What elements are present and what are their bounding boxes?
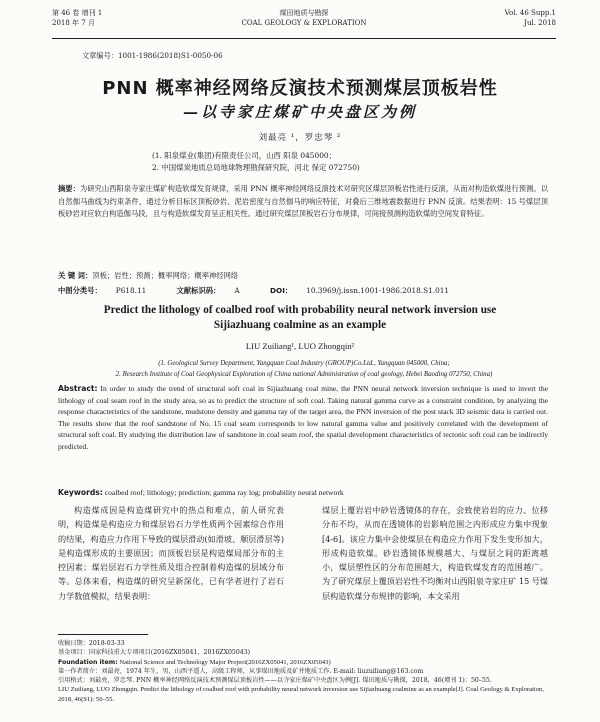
date-zh: 2018 年 7 月 — [52, 19, 95, 27]
volume-zh: 第 46 卷 增刊 1 — [52, 9, 103, 17]
body-column-left: 构造煤成因是构造煤研究中的热点和难点，前人研究表明，构造煤是构造应力和煤层岩石力学性质两个因素综合作用的结果，构造应力作用下导致的煤层滑动(如滑坡、顺层滑层等)是构造煤形成的主要原因；而顶板岩层是构造煤局部分布的主控因素；煤岩层岩石力学性质及组合控制着构造煤的层域分布等。总体来看，构造煤的研究呈新深化，已有学者进行了岩石力学数值模拟，结果表明： — [58, 505, 284, 601]
fund-en-label: Foundation item: — [58, 658, 118, 666]
clc-code: P618.11 — [115, 286, 147, 295]
subtitle-zh: —以寺家庄煤矿中央盘区为例 — [182, 103, 417, 121]
abstract-zh-label: 摘要： — [58, 184, 80, 193]
article-number: 文章编号：1001-1986(2018)S1-0050-06 — [82, 51, 223, 60]
journal-name-zh: 煤田地质与勘探 — [279, 9, 329, 17]
doc-label: 文献标识码： — [176, 286, 221, 295]
keywords-en — [58, 487, 548, 500]
keywords-zh — [58, 270, 548, 283]
header-right — [505, 8, 556, 28]
authors-zh: 刘最亮 ¹，罗忠琴 ² — [258, 133, 342, 143]
title-en-line-2: Sijiazhuang coalmine as an example — [213, 319, 387, 331]
footnote-received: 收稿日期：2018-03-33 — [58, 640, 125, 647]
keywords-zh-text: 顶板；岩性；预测；概率网络；概率神经网络 — [92, 271, 239, 280]
footnote-cite-en: LIU Zuiliang, LUO Zhongqin. Predict the lithology of coalbed roof with probability neural network inversion use Sijiazhuang coalmine as an example[J]. Coal Geology & Exploration, 2018, 46(S1): 50–55. — [58, 686, 544, 703]
doi-label: DOI： — [269, 286, 293, 295]
affiliation-en-2: 2. Research Institute of Coal Geophysical Exploration of China national Administration of coal geology, Hebei Baoding 072750, China) — [115, 371, 493, 378]
journal-name-en: COAL GEOLOGY & EXPLORATION — [241, 19, 367, 27]
running-header — [52, 8, 556, 38]
doc-code: A — [234, 286, 240, 295]
footnote-author-bio: 第一作者简介：刘最亮，1974 年生，男，山西平遥人，高级工程师，从事煤田地质及矿井地质工作. E-mail: liuzuiliang@163.com — [58, 667, 424, 675]
fund-en-text: National Science and Technology Major Project(2016ZX05041, 2016ZX05043) — [119, 658, 331, 666]
title-en — [40, 303, 560, 333]
affiliation-en-1: (1. Geological Survey Department, Yangquan Coal Industry (GROUP)Co.Ltd., Yangquan 045000, China; — [158, 360, 450, 367]
doi-link[interactable]: 10.3969/j.issn.1001-1986.2018.S1.011 — [306, 286, 449, 295]
header-rule — [52, 38, 556, 39]
footnotes — [58, 639, 556, 704]
date-en: Jul. 2018 — [524, 19, 556, 27]
header-center — [52, 8, 556, 28]
footnote-fund-zh: 基金项目：国家科技重大专项项目(2016ZX05041，2016ZX05043) — [58, 649, 251, 657]
keywords-en-label: Keywords: — [58, 488, 103, 497]
affiliations-en — [60, 358, 548, 380]
doi-group — [270, 286, 463, 295]
abstract-en-text: In order to study the trend of structural soft coal in Sijiazhuang coal mine, the PNN neural network inversion technique is used to invert the lithology of coal seam roof in the study area, so as to predict the structure of soft coal. Taking natural gamma curve as a constraint condition, by analyzing the response characteristics of the sandstone, mudstone density and gamma ray of the target area, the PNN inversion of the post stack 3D seismic data is carried out. The results show that the roof sandstone of No. 15 coal seam corresponds to low natural gamma value and positively correlated with the development of structural soft coal. By studying the distribution law of sandstone in coal seam roof, the spatial development characteristics of tectonic soft coal can be indirectly predicted. — [58, 384, 548, 451]
abstract-zh-text: 为研究山西阳泉寺家庄煤矿构造软煤发育规律，采用 PNN 概率神经网络反演技术对研究区煤层顶板岩性进行反演，从而对构造软煤进行预测。以自然伽马曲线为约束条件，通过分析目标区顶板砂岩、泥岩密度与自然伽马的响应特征，对叠后三维地震数据进行 PNN 反演。结果表明：15 号煤层顶板砂岩对应软白构造伽马段，且与构造软煤发育呈正相关性。通过研究煤层顶板岩石分布规律，可间接预测构造软煤的空间发育特征。 — [58, 184, 548, 218]
clc-label: 中图分类号： — [58, 286, 102, 295]
footnote-fund-en — [58, 658, 556, 667]
authors-en: LIU Zuiliang¹, LUO Zhongqin² — [245, 341, 355, 351]
doc-group — [177, 286, 254, 295]
clc-group — [58, 286, 160, 295]
body-column-right: 煤层上覆岩岩中砂岩透镜体的存在，会致使岩岩的应力、位移分布不均，从而在透镜体的岩影响范围之内形成应力集中现象[4-6]。该应力集中会使煤层在构造应力作用下发生变形加大，形成构造软煤。砂岩透镜体规模越大、与煤层之间的距离越小，煤层塑性区的分布范围越大，构造软煤发育的范围越广。为了研究煤层上覆顶岩岩性不均衡对山西阳泉寺家庄矿 15 号煤层构造软煤分布规律的影响，本文采用 — [322, 505, 548, 601]
footnote-rule — [58, 634, 148, 635]
title-en-line-1: Predict the lithology of coalbed roof with probability neural network inversion use — [103, 304, 497, 316]
classification-row — [58, 285, 548, 298]
abstract-en — [58, 383, 548, 453]
abstract-zh — [58, 183, 548, 221]
affiliation-zh-1: (1. 阳泉煤业(集团)有限责任公司，山西 阳泉 045000； — [152, 151, 336, 160]
affiliation-zh-2: 2. 中国煤炭地质总局地球物理勘探研究院，河北 保定 072750) — [152, 163, 360, 172]
affiliations-zh — [152, 150, 360, 174]
title-zh: PNN 概率神经网络反演技术预测煤层顶板岩性 — [102, 78, 498, 99]
abstract-en-label: Abstract: — [58, 384, 98, 393]
volume-en: Vol. 46 Supp.1 — [504, 9, 556, 17]
keywords-zh-label: 关 键 词： — [58, 271, 93, 280]
keywords-en-text: coalbed roof; lithology; prediction; gamma ray log; probability neural network — [104, 488, 344, 497]
footnote-cite-zh: 引用格式：刘最亮，罗忠琴. PNN 概率神经网络反演技术预测煤层顶板岩性——以寺家庄煤矿中央盘区为例[J]. 煤田地质与勘探，2018，46(增刊 1)：50–55. — [58, 677, 492, 685]
